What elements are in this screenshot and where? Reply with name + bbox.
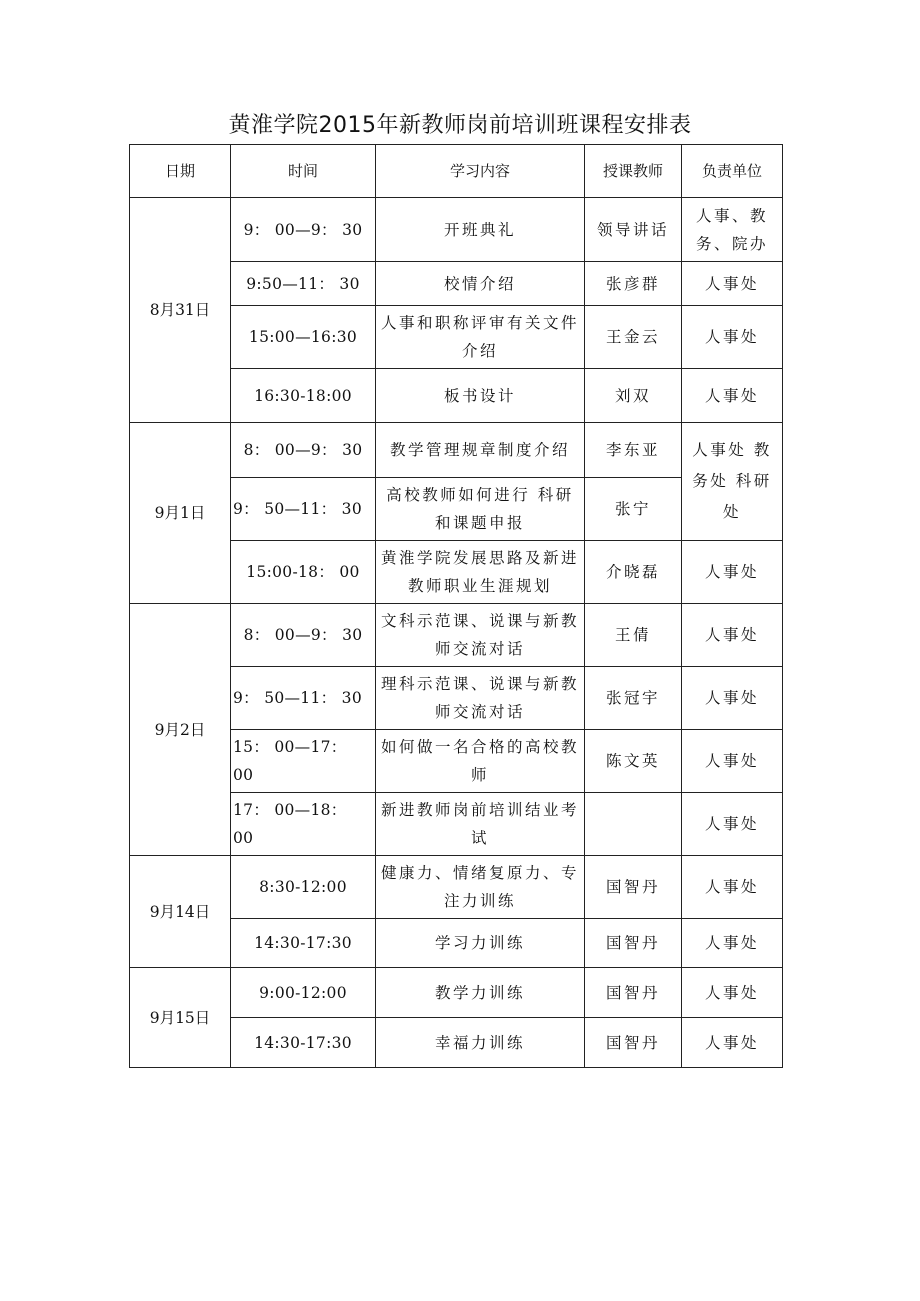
unit-cell: 人事处 教务处 科研处 bbox=[682, 423, 783, 541]
date-cell: 9月14日 bbox=[130, 856, 231, 968]
unit-cell: 人事处 bbox=[682, 262, 783, 306]
teacher-cell: 李东亚 bbox=[585, 423, 682, 478]
content-cell: 教学管理规章制度介绍 bbox=[376, 423, 585, 478]
teacher-cell: 国智丹 bbox=[585, 968, 682, 1018]
date-cell: 9月2日 bbox=[130, 604, 231, 856]
unit-cell: 人事处 bbox=[682, 369, 783, 423]
time-cell: 8:30-12:00 bbox=[231, 856, 376, 919]
date-cell: 8月31日 bbox=[130, 198, 231, 423]
schedule-table bbox=[129, 144, 783, 1068]
content-cell: 新进教师岗前培训结业考试 bbox=[376, 793, 585, 856]
table-row bbox=[130, 968, 783, 1018]
teacher-cell: 国智丹 bbox=[585, 856, 682, 919]
content-cell: 如何做一名合格的高校教师 bbox=[376, 730, 585, 793]
unit-cell: 人事处 bbox=[682, 856, 783, 919]
time-cell: 9:00-12:00 bbox=[231, 968, 376, 1018]
unit-cell: 人事处 bbox=[682, 1018, 783, 1068]
teacher-cell: 领导讲话 bbox=[585, 198, 682, 262]
teacher-cell: 张彦群 bbox=[585, 262, 682, 306]
header-unit: 负责单位 bbox=[682, 145, 783, 198]
unit-cell: 人事处 bbox=[682, 919, 783, 968]
teacher-cell: 张冠宇 bbox=[585, 667, 682, 730]
teacher-cell bbox=[585, 793, 682, 856]
content-cell: 板书设计 bbox=[376, 369, 585, 423]
time-cell: 9： 00—9： 30 bbox=[231, 198, 376, 262]
content-cell: 校情介绍 bbox=[376, 262, 585, 306]
unit-cell: 人事处 bbox=[682, 667, 783, 730]
content-cell: 教学力训练 bbox=[376, 968, 585, 1018]
time-cell: 17： 00—18： 00 bbox=[231, 793, 376, 856]
content-cell: 高校教师如何进行 科研和课题申报 bbox=[376, 478, 585, 541]
content-cell: 幸福力训练 bbox=[376, 1018, 585, 1068]
teacher-cell: 王金云 bbox=[585, 306, 682, 369]
header-teacher: 授课教师 bbox=[585, 145, 682, 198]
time-cell: 8： 00—9： 30 bbox=[231, 423, 376, 478]
teacher-cell: 介晓磊 bbox=[585, 541, 682, 604]
content-cell: 人事和职称评审有关文件介绍 bbox=[376, 306, 585, 369]
content-cell: 黄淮学院发展思路及新进教师职业生涯规划 bbox=[376, 541, 585, 604]
unit-cell: 人事处 bbox=[682, 541, 783, 604]
unit-cell: 人事处 bbox=[682, 793, 783, 856]
table-row bbox=[130, 198, 783, 262]
unit-cell: 人事处 bbox=[682, 604, 783, 667]
header-content: 学习内容 bbox=[376, 145, 585, 198]
header-date: 日期 bbox=[130, 145, 231, 198]
time-cell: 9： 50—11： 30 bbox=[231, 478, 376, 541]
document-title: 黄淮学院2015年新教师岗前培训班课程安排表 bbox=[228, 113, 692, 138]
unit-cell: 人事处 bbox=[682, 730, 783, 793]
table-row bbox=[130, 856, 783, 919]
time-cell: 14:30-17:30 bbox=[231, 919, 376, 968]
content-cell: 文科示范课、说课与新教师交流对话 bbox=[376, 604, 585, 667]
table-row bbox=[130, 423, 783, 478]
time-cell: 16:30-18:00 bbox=[231, 369, 376, 423]
date-cell: 9月15日 bbox=[130, 968, 231, 1068]
teacher-cell: 国智丹 bbox=[585, 1018, 682, 1068]
teacher-cell: 陈文英 bbox=[585, 730, 682, 793]
teacher-cell: 张宁 bbox=[585, 478, 682, 541]
table-header-row bbox=[130, 145, 783, 198]
date-cell: 9月1日 bbox=[130, 423, 231, 604]
time-cell: 15:00-18： 00 bbox=[231, 541, 376, 604]
time-cell: 9： 50—11： 30 bbox=[231, 667, 376, 730]
content-cell: 学习力训练 bbox=[376, 919, 585, 968]
content-cell: 健康力、情绪复原力、专注力训练 bbox=[376, 856, 585, 919]
teacher-cell: 刘双 bbox=[585, 369, 682, 423]
time-cell: 15:00—16:30 bbox=[231, 306, 376, 369]
time-cell: 14:30-17:30 bbox=[231, 1018, 376, 1068]
time-cell: 15： 00—17： 00 bbox=[231, 730, 376, 793]
content-cell: 开班典礼 bbox=[376, 198, 585, 262]
unit-cell: 人事处 bbox=[682, 306, 783, 369]
time-cell: 8： 00—9： 30 bbox=[231, 604, 376, 667]
table-row bbox=[130, 604, 783, 667]
content-cell: 理科示范课、说课与新教师交流对话 bbox=[376, 667, 585, 730]
header-time: 时间 bbox=[231, 145, 376, 198]
teacher-cell: 国智丹 bbox=[585, 919, 682, 968]
unit-cell: 人事处 bbox=[682, 968, 783, 1018]
time-cell: 9:50—11： 30 bbox=[231, 262, 376, 306]
teacher-cell: 王倩 bbox=[585, 604, 682, 667]
unit-cell: 人事、教务、院办 bbox=[682, 198, 783, 262]
